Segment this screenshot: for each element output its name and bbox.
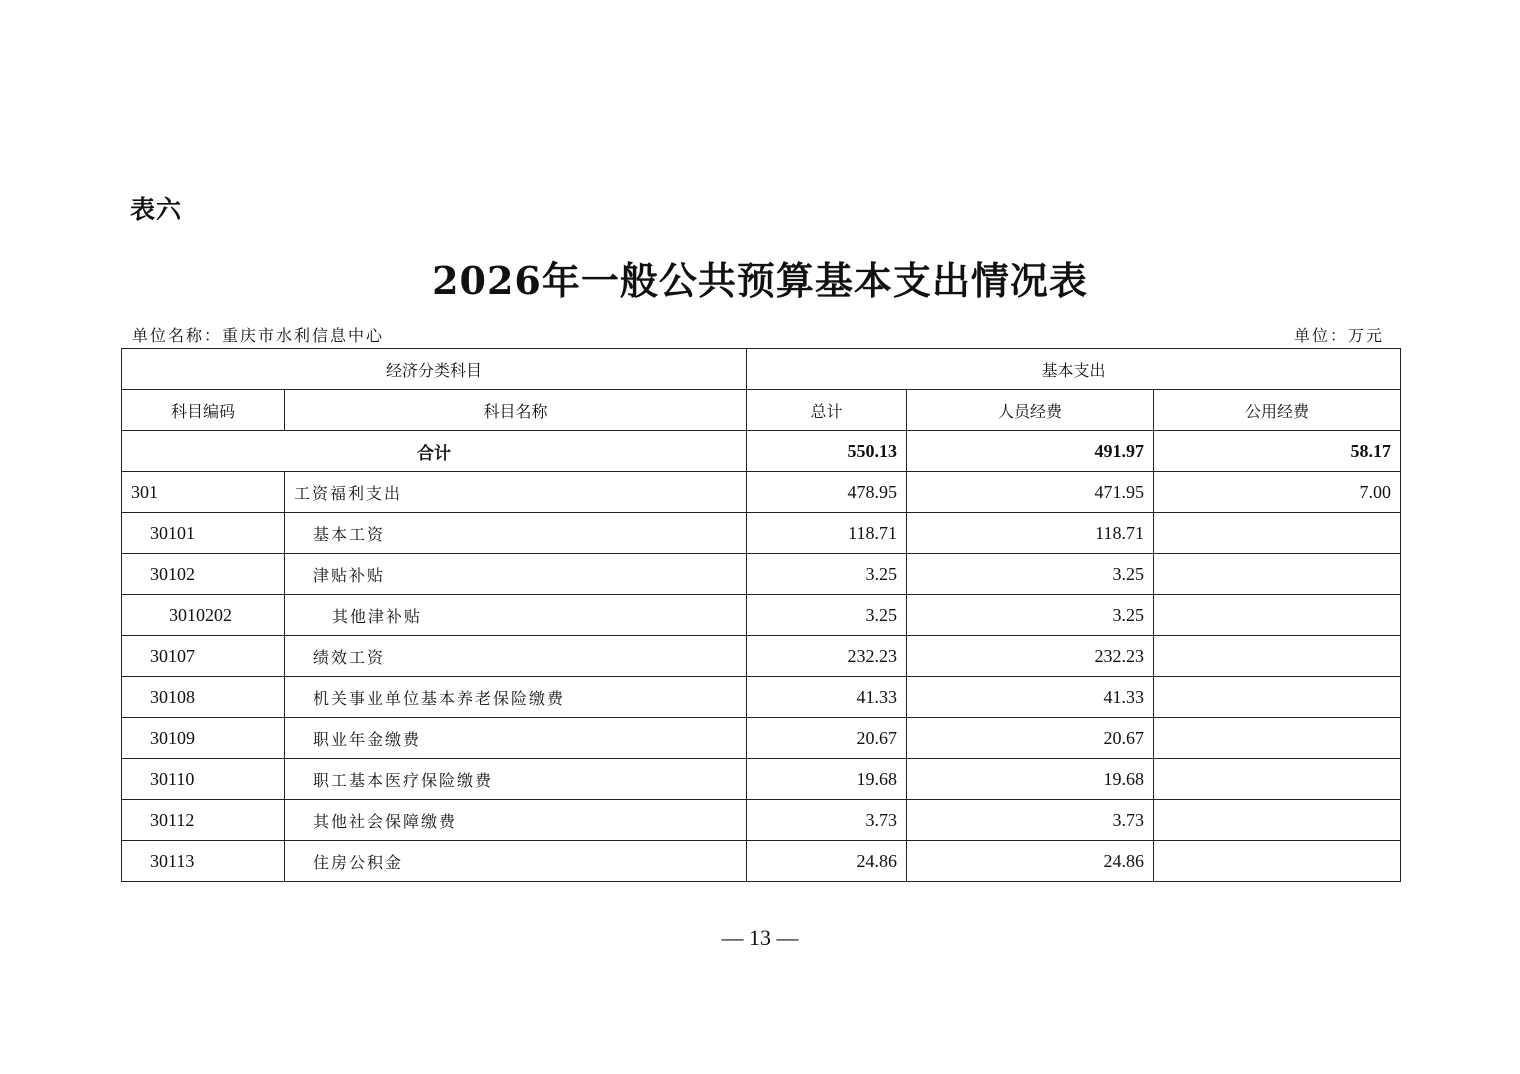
- table-row: [122, 677, 1401, 718]
- header-name: 科目名称: [285, 390, 747, 431]
- table-row: [122, 800, 1401, 841]
- row-personnel: 41.33: [907, 677, 1154, 718]
- row-public: [1154, 554, 1401, 595]
- row-public: 7.00: [1154, 472, 1401, 513]
- row-name: 其他津补贴: [285, 595, 747, 636]
- row-name: 津贴补贴: [285, 554, 747, 595]
- row-code: 30108: [122, 677, 285, 718]
- row-public: [1154, 677, 1401, 718]
- row-total: 24.86: [747, 841, 907, 882]
- row-code: 30110: [122, 759, 285, 800]
- row-total: 3.73: [747, 800, 907, 841]
- row-total: 478.95: [747, 472, 907, 513]
- row-code: 301: [122, 472, 285, 513]
- row-total: 3.25: [747, 554, 907, 595]
- row-name: 职工基本医疗保险缴费: [285, 759, 747, 800]
- total-personnel: 491.97: [907, 431, 1154, 472]
- row-personnel: 471.95: [907, 472, 1154, 513]
- row-personnel: 24.86: [907, 841, 1154, 882]
- header-public: 公用经费: [1154, 390, 1401, 431]
- total-label: 合计: [122, 431, 747, 472]
- row-name: 其他社会保障缴费: [285, 800, 747, 841]
- table-row: [122, 759, 1401, 800]
- table-body: [122, 349, 1401, 882]
- row-personnel: 118.71: [907, 513, 1154, 554]
- header-personnel: 人员经费: [907, 390, 1154, 431]
- table-row: [122, 513, 1401, 554]
- row-public: [1154, 841, 1401, 882]
- row-code: 3010202: [122, 595, 285, 636]
- row-total: 20.67: [747, 718, 907, 759]
- row-personnel: 3.25: [907, 595, 1154, 636]
- budget-table: [121, 348, 1401, 882]
- row-public: [1154, 718, 1401, 759]
- header-total: 总计: [747, 390, 907, 431]
- row-name: 机关事业单位基本养老保险缴费: [285, 677, 747, 718]
- row-code: 30102: [122, 554, 285, 595]
- row-name: 绩效工资: [285, 636, 747, 677]
- table-row: [122, 554, 1401, 595]
- header-row-1: [122, 349, 1401, 390]
- table-row: [122, 636, 1401, 677]
- header-category: 经济分类科目: [122, 349, 747, 390]
- unit-label: 单位：万元: [1293, 326, 1384, 345]
- header-code: 科目编码: [122, 390, 285, 431]
- row-total: 41.33: [747, 677, 907, 718]
- row-code: 30101: [122, 513, 285, 554]
- table-row: [122, 718, 1401, 759]
- row-personnel: 3.25: [907, 554, 1154, 595]
- row-code: 30107: [122, 636, 285, 677]
- row-name: 基本工资: [285, 513, 747, 554]
- row-name: 住房公积金: [285, 841, 747, 882]
- table-row: [122, 472, 1401, 513]
- row-total: 19.68: [747, 759, 907, 800]
- row-public: [1154, 513, 1401, 554]
- row-name: 工资福利支出: [285, 472, 747, 513]
- total-sum: 550.13: [747, 431, 907, 472]
- row-code: 30113: [122, 841, 285, 882]
- row-personnel: 19.68: [907, 759, 1154, 800]
- total-public: 58.17: [1154, 431, 1401, 472]
- row-public: [1154, 595, 1401, 636]
- row-code: 30109: [122, 718, 285, 759]
- row-personnel: 3.73: [907, 800, 1154, 841]
- table-label: 表六: [130, 195, 183, 224]
- header-basic-expense: 基本支出: [747, 349, 1401, 390]
- row-total: 118.71: [747, 513, 907, 554]
- row-name: 职业年金缴费: [285, 718, 747, 759]
- row-public: [1154, 759, 1401, 800]
- table-row: [122, 595, 1401, 636]
- unit-name: 单位名称：重庆市水利信息中心: [132, 326, 385, 345]
- table-row: [122, 841, 1401, 882]
- row-personnel: 232.23: [907, 636, 1154, 677]
- total-row: [122, 431, 1401, 472]
- page-title: 2026年一般公共预算基本支出情况表: [432, 258, 1088, 303]
- row-total: 232.23: [747, 636, 907, 677]
- row-code: 30112: [122, 800, 285, 841]
- row-public: [1154, 800, 1401, 841]
- row-total: 3.25: [747, 595, 907, 636]
- page-number: — 13 —: [721, 925, 799, 950]
- header-row-2: [122, 390, 1401, 431]
- row-personnel: 20.67: [907, 718, 1154, 759]
- row-public: [1154, 636, 1401, 677]
